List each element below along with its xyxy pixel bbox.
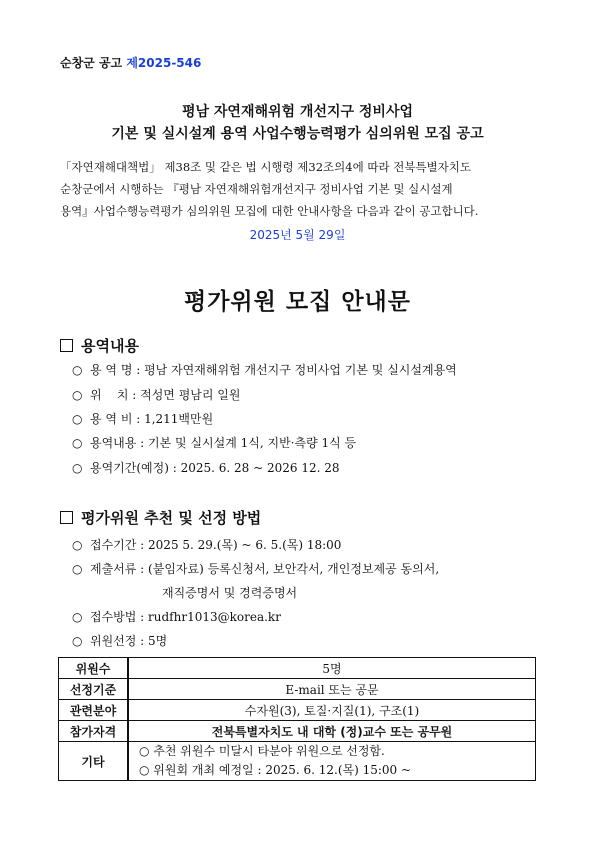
table-cell: 수자원(3), 토질·지질(1), 구조(1) [128,700,536,721]
table-row [59,679,536,700]
list-item [72,459,340,476]
list-item-text: 제출서류 : (붙임자료) 등록신청서, 보안각서, 개인정보제공 동의서, [90,562,440,576]
title-line2: 기본 및 실시설계 용역 사업수행능력평가 심의위원 모집 공고 [111,126,484,142]
circle-bullet-icon: ○ [72,461,83,475]
circle-bullet-icon: ○ [72,363,83,377]
table-cell-line: ○ 위원회 개최 예정일 : 2025. 6. 12.(목) 15:00 ~ [139,763,412,777]
table-cell: 5명 [128,658,536,679]
section-heading-text: 평가위원 추천 및 선정 방법 [81,509,262,527]
table-cell [128,742,536,781]
notice-prefix: 순창군 공고 [60,56,127,70]
list-item-text: 위 치 : 적성면 평남리 일원 [90,388,241,402]
list-item [72,560,439,577]
table-header-cell: 관련분야 [59,700,129,721]
circle-bullet-icon: ○ [72,436,83,450]
notice-number [60,54,201,71]
section-heading-selection [60,507,261,528]
circle-bullet-icon: ○ [72,610,83,624]
circle-bullet-icon: ○ [72,412,83,426]
list-item-text: 용 역 비 : 1,211백만원 [90,412,214,426]
table-row [59,721,536,742]
table-row [59,700,536,721]
table-row [59,742,536,781]
list-item-text: 접수기간 : 2025 5. 29.(목) ~ 6. 5.(목) 18:00 [90,538,342,552]
table-header-cell: 선정기준 [59,679,129,700]
list-item [72,361,457,378]
checkbox-square-icon [60,339,73,352]
table-cell-line: ○ 추천 위원수 미달시 타분야 위원으로 선정함. [139,744,385,758]
list-item [72,410,213,427]
notice-date: 2025년 5월 29일 [249,228,346,242]
circle-bullet-icon: ○ [72,562,83,576]
intro-line2: 순창군에서 시행하는 『평남 자연재해위험개선지구 정비사업 기본 및 실시설계 [60,182,453,196]
intro-line3: 용역』사업수행능력평가 심의위원 모집에 대한 안내사항을 다음과 같이 공고합니다. [60,204,479,218]
list-item [72,434,356,451]
list-item [72,608,281,625]
email-text: 접수방법 : rudfhr1013@korea.kr [90,610,281,624]
list-item-text: 용역기간(예정) : 2025. 6. 28 ~ 2026 12. 28 [90,461,340,475]
circle-bullet-icon: ○ [72,634,83,648]
table-header-cell: 참가자격 [59,721,129,742]
list-item-continuation: 재직증명서 및 경력증명서 [162,586,298,600]
list-item [72,386,240,403]
table-row [59,658,536,679]
circle-bullet-icon: ○ [72,538,83,552]
table-cell: 전북특별자치도 내 대학 (정)교수 또는 공무원 [128,721,536,742]
table-cell: E-mail 또는 공문 [128,679,536,700]
list-item [72,632,167,649]
section-heading-text: 용역내용 [81,337,139,355]
list-item-text: 용 역 명 : 평남 자연재해위험 개선지구 정비사업 기본 및 실시설계용역 [90,363,457,377]
list-item [72,536,341,553]
circle-bullet-icon: ○ [72,388,83,402]
list-item-text: 위원선정 : 5명 [90,634,168,648]
table-header-cell: 기타 [59,742,129,781]
section-heading-service [60,335,139,356]
list-item-text: 용역내용 : 기본 및 실시설계 1식, 지반·측량 1식 등 [90,436,357,450]
main-title: 평가위원 모집 안내문 [184,289,411,315]
table-header-cell: 위원수 [59,658,129,679]
notice-number-value: 제2025-546 [126,56,202,70]
checkbox-square-icon [60,511,73,524]
selection-table [58,657,536,781]
intro-line1: 「자연재해대책법」 제38조 및 같은 법 시행령 제32조의4에 따라 전북특별자치도 [60,160,471,174]
title-line1: 평남 자연재해위험 개선지구 정비사업 [181,104,413,120]
